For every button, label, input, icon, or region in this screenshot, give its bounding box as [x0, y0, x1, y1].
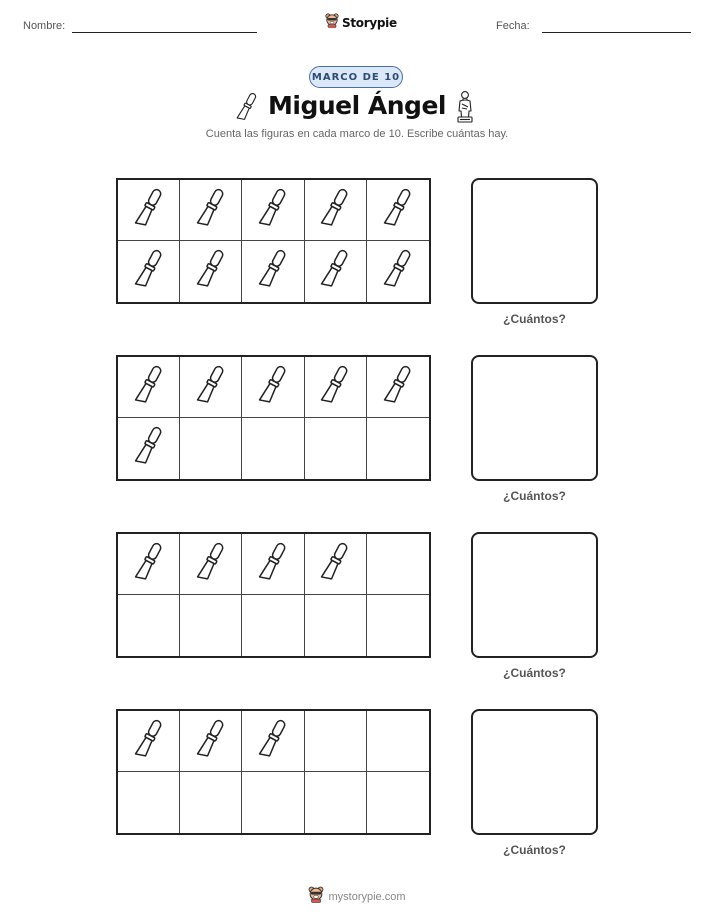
answer-box-1[interactable] [471, 178, 598, 304]
frame-cell [367, 241, 429, 302]
bear-mascot-icon [325, 12, 339, 33]
frame-cell [118, 180, 180, 241]
frame-cell [118, 772, 180, 833]
frame-cell [118, 357, 180, 418]
ten-frame-2 [116, 355, 431, 481]
answer-label-4: ¿Cuántos? [503, 843, 566, 857]
date-label: Fecha: [496, 20, 530, 32]
frame-cell [305, 357, 367, 418]
statue-icon [454, 90, 476, 129]
frame-cell [242, 534, 304, 595]
frame-cell [242, 595, 304, 656]
frame-cell [180, 534, 242, 595]
chisel-icon [134, 715, 164, 768]
chisel-icon [134, 184, 164, 237]
brand-name: Storypie [342, 15, 397, 30]
chisel-icon [134, 245, 164, 298]
chisel-icon [320, 245, 350, 298]
instructions: Cuenta las figuras en cada marco de 10. Escribe cuántas hay. [205, 128, 509, 140]
frame-cell [367, 711, 429, 772]
worksheet-badge: MARCO DE 10 [309, 66, 403, 88]
frame-cell [118, 711, 180, 772]
frame-cell [242, 180, 304, 241]
frame-cell [367, 595, 429, 656]
chisel-icon [134, 538, 164, 591]
chisel-icon [196, 538, 226, 591]
chisel-icon [196, 245, 226, 298]
footer-url: mystorypie.com [328, 890, 406, 903]
page-title: Miguel Ángel [268, 91, 446, 120]
chisel-icon [258, 184, 288, 237]
chisel-icon [258, 715, 288, 768]
ten-frame-1 [116, 178, 431, 304]
frame-cell [180, 241, 242, 302]
frame-cell [180, 357, 242, 418]
frame-cell [242, 418, 304, 479]
answer-label-3: ¿Cuántos? [503, 666, 566, 680]
frame-cell [242, 357, 304, 418]
frame-cell [305, 711, 367, 772]
frame-cell [118, 241, 180, 302]
frame-cell [118, 534, 180, 595]
frame-cell [242, 772, 304, 833]
frame-cell [180, 180, 242, 241]
chisel-icon [196, 184, 226, 237]
frame-cell [305, 772, 367, 833]
chisel-icon [134, 422, 164, 475]
frame-cell [118, 595, 180, 656]
frame-cell [180, 711, 242, 772]
answer-label-2: ¿Cuántos? [503, 489, 566, 503]
chisel-icon [383, 361, 413, 414]
frame-cell [305, 241, 367, 302]
chisel-icon [320, 538, 350, 591]
chisel-icon [258, 245, 288, 298]
frame-cell [305, 180, 367, 241]
chisel-icon [258, 361, 288, 414]
name-label: Nombre: [23, 20, 66, 32]
answer-box-3[interactable] [471, 532, 598, 658]
frame-cell [180, 418, 242, 479]
chisel-icon [196, 715, 226, 768]
ten-frame-4 [116, 709, 431, 835]
chisel-icon [320, 361, 350, 414]
chisel-icon [196, 361, 226, 414]
frame-cell [242, 241, 304, 302]
answer-box-4[interactable] [471, 709, 598, 835]
answer-label-1: ¿Cuántos? [503, 312, 566, 326]
chisel-icon [320, 184, 350, 237]
brand-logo [325, 12, 397, 33]
frame-cell [367, 180, 429, 241]
frame-cell [367, 357, 429, 418]
frame-cell [305, 534, 367, 595]
frame-cell [118, 418, 180, 479]
name-field[interactable] [72, 32, 257, 33]
chisel-icon [383, 184, 413, 237]
ten-frame-3 [116, 532, 431, 658]
answer-box-2[interactable] [471, 355, 598, 481]
frame-cell [367, 418, 429, 479]
chisel-icon [258, 538, 288, 591]
frame-cell [367, 534, 429, 595]
chisel-icon [134, 361, 164, 414]
bear-mascot-icon [308, 885, 324, 908]
frame-cell [305, 595, 367, 656]
frame-cell [180, 772, 242, 833]
footer [0, 885, 714, 908]
date-field[interactable] [542, 32, 691, 33]
chisel-icon [383, 245, 413, 298]
frame-cell [367, 772, 429, 833]
frame-cell [305, 418, 367, 479]
frame-cell [242, 711, 304, 772]
frame-cell [180, 595, 242, 656]
